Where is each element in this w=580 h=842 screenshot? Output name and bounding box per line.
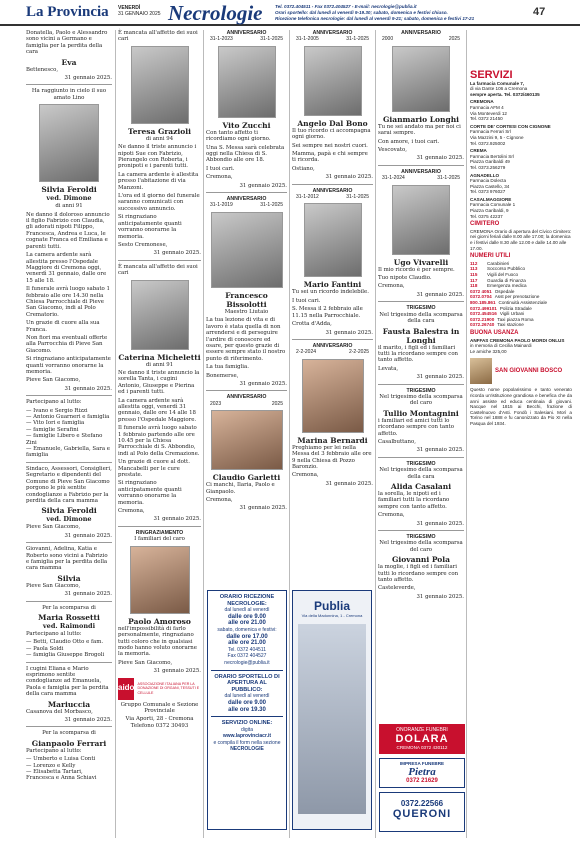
deceased-name: Mario Fantini [303, 280, 362, 290]
deceased-name: Paolo Amoroso [128, 616, 191, 626]
portrait-photo [392, 185, 450, 255]
page-header [0, 0, 580, 26]
column-4: ANNIVERSARIO 31-1-2005 31-1-2025 Angelo Dal Bono Il tuo ricordo ci accompagna ogni giorno. Sei sempre nei nostri cuori. Mamma, papà e chi sempre ti ricorda. Ostiano, 31 gennaio 2025. ANNIVERSARIO 31-1-2012 31-1-2025 Mario Fantini Tu sei un ricordo indelebile. I tuoi cari. S. Messa il 2 febbraio alle 11.15 nella Parrocchiale. Crotta d'Adda, 31 gennaio 2025. ANNIVERSARIO 2-2-2024 2-2-2025 Marina Bernardi Preghiamo per lei nella Messa del 3 febbraio alle ore 9 nella Chiesa di Pozzo Baronzio. Cremona, 31 gennaio 2025. [292, 30, 373, 487]
portrait-photo [304, 46, 362, 116]
deceased-name: Caterina Micheletti [118, 352, 201, 362]
website-link[interactable]: www.laprovinciacr.it [222, 733, 272, 740]
services-sidebar: SERVIZI La farmacia Comunale 7, di via Dante 106 a Cremona sempre aperta. Tel. 0372/460135 CREMONA Farmacia AFM 4 Via Monteverdi 12 Tel. 0372 21450 CORTE DE' CORTESI CON CIGNONE Farmacia Ferrari Srl Via Mazzini 9, 5 - Cignone Tel. 0372.925002 CREMA Farmacia Bertolini Srl Piazza Garibaldi 49 Tel. 0373.256279 AGNADELLO Farmacia Dolecta Piazza Castello, 34 Tel. 0373 976027 CASALMAGGIORE Farmacia Comunale 1 Piazza Garibaldi, 9 Tel. 0375 42237 CIMITERO CREMONA Orario di apertura del Civico Cimitero: nei giorni feriali dalle 8.00 alle 17.00; la domenica e i festivi dalle 8.30 alle 12.00 e dalle 14.00 alle 17.00. NUMERI UTILI 112 Carabinieri 113 Soccorso Pubblico 115 Vigili del Fuoco 117 Guardia di Finanza 118 Emergenza medica 0372 4051 Ospedale 0372.0704 Asst per prenotazione 800.185.861 Continuità Assistenziale 0372.499101 Polizia Stradale 0372.454516 Vigili Urbani 0372.21900 Taxi piazza Roma 0372.26740 Taxi stazione BUONA USANZA ANFFAS CREMONA PAOLO MORDI ONLUS in memoria di Cecilia Mainardi Le amiche 325,00 SAN GIOVANNI BOSCO Questo nome popolarissimo e tanto venerato ricorda un'istituzione grandiosa e benefica che da anni assiste ed educa centinaia di giovani. Nacque nel 1815 ai Becchi, frazione di Castelnuovo d'Asti. Fondò i Salesiani. Morì a Torino nel 1888 e fu canonizzato da Pio XI nella Pasqua del 1934. [470, 69, 572, 426]
notice-text: Donatella, Paolo e Alessandro sono vicini a Germano e famiglia per la perdita della cara [26, 30, 108, 56]
portrait-photo [392, 46, 450, 112]
column-3: ANNIVERSARIO 31-1-2023 31-1-2025 Vito Zucchi Con tanto affetto ti ricordiamo ogni giorno. Una S. Messa sarà celebrata oggi nella Chiesa di S. Abbondio alle ore 18. I tuoi cari. Cremona, 31 gennaio 2025. ANNIVERSARIO 31-1-2019 31-1-2025 Francesco Bissolotti Maestro Liutaio La tua lezione di vita e di lavoro è stata quella di non arrendersi e di perseguire l'ardire di conoscere ed osare, per questo grazie di essere sempre stato il nostro punto di riferimento. La tua famiglia. Bonemerse, 31 gennaio 2025. ANNIVERSARIO 2023 2025 Claudio Garletti Ci manchi, Ilaria, Paolo e Gianpaolo. Cremona, 31 gennaio 2025. [206, 30, 287, 512]
pietra-ad: IMPRESA FUNEBRE Pietra 0372 21629 [379, 758, 465, 788]
schedule-box: ORARIO RICEZIONE NECROLOGIE: dal lunedì al venerdì dalle ore 9.00 alle ore 21.00 sabato, domenica e festivi: dalle ore 17.00 alle ore 21.00 Tel. 0372 404511 Fax 0372 404527 necrologie@publia.it ORARIO SPORTELLO DI APERTURA AL PUBBLICO: dal lunedì al venerdì dalle ore 9.00 alle ore 19.30 SERVIZIO ONLINE: digita www.laprovinciacr.it e compila il form nella sezione NECROLOGIE [207, 590, 287, 830]
portrait-photo [131, 280, 189, 350]
deceased-name: Francesco Bissolotti [225, 290, 268, 309]
deceased-name: Marina Bernardi [297, 435, 368, 445]
deceased-name: Claudio Garletti [212, 473, 281, 483]
newspaper-logo: La Provincia [26, 4, 109, 20]
deceased-name: Ugo Vivarelli [393, 257, 449, 267]
aido-ad: aido ASSOCIAZIONE ITALIANA PER LA DONAZIONE DI ORGANI, TESSUTI E CELLULE [118, 678, 201, 700]
portrait-photo [211, 212, 283, 288]
column-1: Donatella, Paolo e Alessandro sono vicini a Germano e famiglia per la perdita della cara Eva Bettenesco, 31 gennaio 2025. Ha raggiunto in cielo il suo amato Lino Silvia Feroldi ved. Dimone di anni 91 Ne danno il doloroso annuncio il figlio Fabrizio con Claudia, gli adorati nipoti Filippo, Francesca, Andrea e Luca, le cognate Franca ed Emiliana e parenti tutti. La camera ardente sarà allestita presso l'Ospedale Maggiore di Cremona oggi, venerdì 31 gennaio, dalle ore 15 alle 18. Il funerale avrà luogo sabato 1 febbraio alle ore 14.30 nella Chiesa Parrocchiale di Pieve San Giacomo, indi al Polo Crematorio. Un grazie di cuore alla sua Franca. Non fiori ma eventuali offerte alla Parrocchia di Pieve San Giacomo. Si ringraziano anticipatamente quanti vorranno onorarne la memoria. Pieve San Giacomo, 31 gennaio 2025. Partecipano al lutto: — Ivano e Sergio Rizzi — Antonio Guarneri e famiglia — Vito Iori e famiglia — famiglie Serafini — famiglie Libero e Stefano Zini — Emanuele, Gabriella, Sara e famiglia Sindaco, Assessori, Consiglieri, Segretario e dipendenti del Comune di Pieve San Giacomo porgono le più sentite condoglianze a Fabrizio per la perdita della cara mamma Silvia Feroldi ved. Dimone Pieve San Giacomo, 31 gennaio 2025. Giovanni, Adelina, Katia e Roberto sono vicini a Fabrizio e famiglia per la perdita della cara mamma Silvia Pieve San Giacomo, 31 gennaio 2025. Per la scomparsa di Maria Rossetti ved. Raimondi Partecipano al lutto: — Betti, Claudio Otto e fam. — Paola Soldi — famiglia Giuseppe Brogoli I cugini Eliana e Mario esprimono sentite condoglianze ad Emanuela, Paola e famiglia per la perdita della cara mamma Mariuccia Casanova del Morbasco, 31 gennaio 2025. Per la scomparsa di Gianpaolo Ferrari Partecipano al lutto: — Umberto e Luisa Conti — Lorenzo e Kelly — Elisabetta Tartari, Francesca e Anna Schiavi [26, 30, 112, 782]
deceased-name: Vito Zucchi [222, 120, 271, 130]
queroni-ad: 0372.22566 QUERONI [379, 792, 465, 832]
portrait-photo [131, 46, 189, 124]
issue-date: VENERDÌ 31 GENNAIO 2025 [118, 5, 161, 17]
portrait-photo [211, 410, 283, 470]
portrait-photo [39, 104, 99, 182]
deceased-name: Silvia Feroldi [41, 185, 97, 195]
publia-ad: Publia Via della Madonnina, 1 - Cremona [292, 590, 372, 830]
page-number: 47 [533, 6, 546, 18]
column-2: È mancata all'affetto dei suoi cari Teresa Grazioli di anni 94 Ne danno il triste annuncio i nipoti Sue con Fabrizio, Pierangelo con Roberta, i pronipoti e i parenti tutti. La camera ardente è allestita presso l'abitazione di via Manzoni. L'ora ed il giorno del funerale saranno comunicati con successivo annuncio. Si ringraziano anticipatamente quanti vorranno onorarne la memoria. Sesto Cremonese, 31 gennaio 2025. È mancata all'affetto dei suoi cari Caterina Micheletti di anni 91 Ne danno il triste annuncio la sorella Tanta, i cugini Antonio, Giuseppe e Pierina ed i parenti tutti. La camera ardente sarà allestita oggi, venerdì 31 gennaio, dalle ore 14 alle 18 presso l'Ospedale Maggiore. Il funerale avrà luogo sabato 1 febbraio partendo alle ore 10.45 per la Chiesa Parrocchiale di S. Abbondio, indi al Polo della Cremazione. Un grazie di cuore al dott. Mancabelli per le cure prestate. Si ringraziano anticipatamente quanti vorranno onorarne la memoria. Cremona, 31 gennaio 2025. RINGRAZIAMENTO I familiari del caro Paolo Amoroso nell'impossibilità di farlo personalmente, ringraziano tutti coloro che in qualsiasi modo hanno voluto onorarne la memoria. Pieve San Giacomo, 31 gennaio 2025. aido ASSOCIAZIONE ITALIANA PER LA DONAZIONE DI ORGANI, TESSUTI E CELLULE Gruppo Comunale e Sezione Provinciale Via Aporti, 28 - Cremona Telefono 0372 30493 [118, 30, 201, 729]
deceased-name: Gianmario Longhi [382, 114, 460, 124]
section-title: Necrologie [168, 1, 263, 25]
aido-logo: aido [118, 678, 134, 700]
portrait-photo [304, 203, 362, 277]
contact-info: Tel. 0372.404511 - Fax 0372.404527 - E-mail: necrologie@publia.it Orari sportello: dal lunedì al venerdì 9-19.30; sabato, domenica e festivi chiuso. Ricezione telefonica necrologie: dal lunedì al venerdì 9-21; sabato, domenica e festivi 17-21 [275, 4, 475, 21]
deceased-name: Angelo Dal Bono [297, 118, 368, 128]
portrait-photo [130, 546, 190, 614]
column-5: ANNIVERSARIO 2000 2025 Gianmario Longhi Tu ne sei andato ma per noi ci sarai sempre. Con amore, i tuoi cari. Vescovato, 31 gennaio 2025. ANNIVERSARIO 31-1-2024 31-1-2025 Ugo Vivarelli Il mio ricordo è per sempre. Tuo nipote Claudio. Cremona, 31 gennaio 2025. TRIGESIMO Nel trigesimo della scomparsa della cara Fausta Balestra in Longhi il marito, i figli ed i familiari tutti la ricordano sempre con tanto affetto. Levata, 31 gennaio 2025. TRIGESIMO Nel trigesimo della scomparsa del caro Tullio Montagnini i familiari ed amici tutti lo ricordano sempre con tanto affetto. Casalbuttano, 31 gennaio 2025. TRIGESIMO Nel trigesimo della scomparsa della cara Alida Casalani la sorella, le nipoti ed i familiari tutti la ricordano sempre con tanto affetto. Cremona, 31 gennaio 2025. TRIGESIMO Nel trigesimo della scomparsa del caro Giovanni Pola la moglie, i figli ed i familiari tutti lo ricordano sempre con tanto affetto. Casteleverde, 31 gennaio 2025. [378, 30, 464, 600]
saint-image [470, 358, 492, 384]
deceased-name: Eva [61, 57, 77, 67]
services-title: SERVIZI [470, 69, 513, 81]
publia-logo: Publia [313, 599, 350, 613]
portrait-photo [302, 359, 364, 433]
deceased-name: Teresa Grazioli [128, 126, 191, 136]
building-photo [298, 624, 366, 814]
portrait-photo [218, 46, 276, 118]
dolara-ad: ONORANZE FUNEBRI DOLARA CREMONA 0372 430112 [379, 724, 465, 754]
